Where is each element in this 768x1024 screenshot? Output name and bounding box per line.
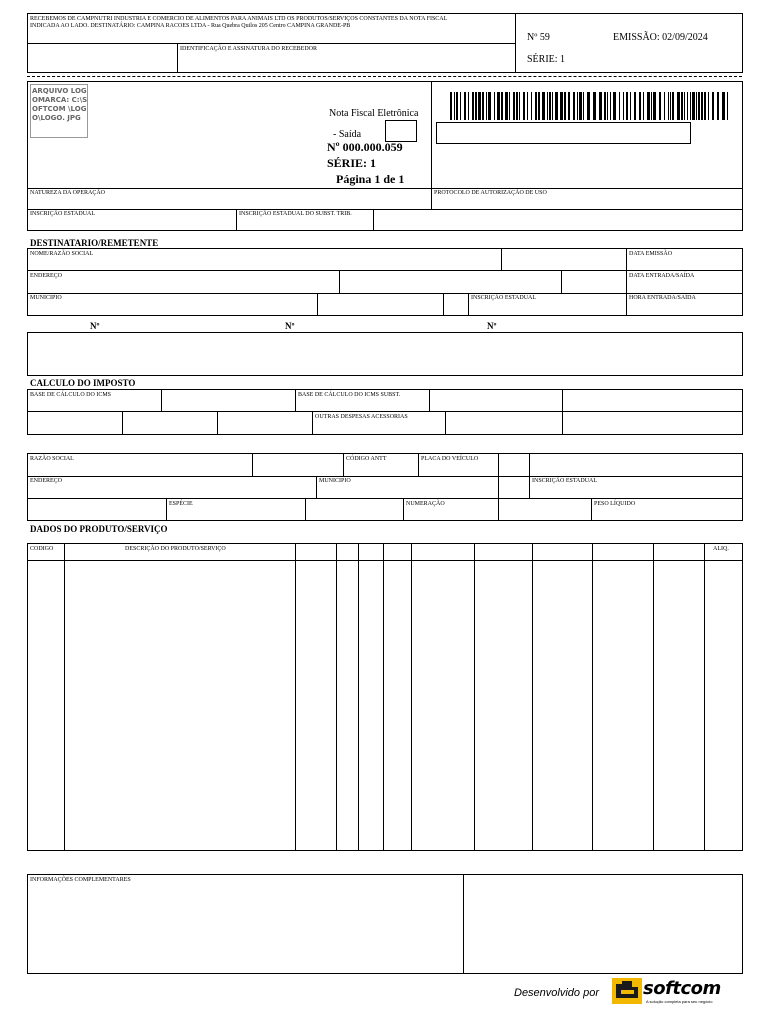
col-codigo: CODIGO	[30, 546, 54, 552]
transp-ie-label: INSCRIÇÃO ESTADUAL	[532, 478, 598, 484]
info-title: INFORMAÇÕES COMPLEMENTARES	[30, 877, 131, 883]
dest-ie-label: INSCRIÇÃO ESTADUAL	[471, 295, 537, 301]
fatura-n3: Nº	[487, 321, 497, 331]
direction-label: - Saída	[333, 129, 362, 140]
transp-numeracao-label: NUMERAÇÃO	[406, 501, 445, 507]
data-entrada-label: DATA ENTRADA/SAÍDA	[629, 273, 695, 279]
municipio-label: MUNICIPIO	[30, 295, 62, 301]
transp-antt-label: CÓDIGO ANTT	[346, 456, 387, 462]
produtos-table	[27, 543, 743, 851]
outras-label: OUTRAS DESPESAS ACESSORIAS	[315, 414, 408, 420]
ie-label: INSCRIÇÃO ESTADUAL	[30, 211, 96, 217]
transp-razao-label: RAZÃO SOCIAL	[30, 456, 74, 462]
destinatario-box	[27, 248, 743, 316]
transp-endereco-label: ENDEREÇO	[30, 478, 62, 484]
natureza-row	[27, 188, 743, 210]
ie-st-label: INSCRIÇÃO ESTADUAL DO SUBST. TRIB.	[239, 211, 352, 217]
transporte-box	[27, 453, 743, 521]
nf-number: Nº 000.000.059	[327, 140, 403, 154]
doc-title: Nota Fiscal Eletrônica	[329, 108, 419, 119]
fatura-n2: Nº	[285, 321, 295, 331]
col-aliq: ALIQ.	[713, 546, 729, 552]
hora-label: HORA ENTRADA/SAÍDA	[629, 295, 696, 301]
base-icms-label: BASE DE CÁLCULO DO ICMS	[30, 392, 112, 398]
receipt-text: RECEBEMOS DE CAMPNUTRI INDUSTRIA E COMERCIO DE ALIMENTOS PARA ANIMAIS LTD OS PRODUTOS/SERVIÇOS CONSTANTES DA NOTA FISCAL	[30, 16, 448, 22]
logo-text: ARQUIVO LOGOMARCA: C:\SOFTCOM \LOGO\LOGO. JPG	[32, 87, 88, 122]
destinatario-title: DESTINATARIO/REMETENTE	[30, 238, 159, 248]
brand-name: softcom	[643, 978, 721, 999]
receipt-emission: EMISSÃO: 02/09/2024	[613, 32, 708, 43]
fatura-n1: Nº	[90, 321, 100, 331]
cut-line	[27, 76, 742, 77]
developed-by: Desenvolvido por	[514, 987, 599, 999]
fatura-box	[27, 332, 743, 376]
direction-box	[385, 120, 417, 142]
transp-placa-label: PLACA DO VEÍCULO	[421, 456, 479, 462]
nf-series: SÉRIE: 1	[327, 156, 377, 170]
receipt-series: SÉRIE: 1	[527, 54, 566, 65]
softcom-logo-icon	[612, 978, 642, 1004]
natureza-label: NATUREZA DA OPERAÇÃO	[30, 190, 106, 196]
signature-label: IDENTIFICAÇÃO E ASSINATURA DO RECEBEDOR	[180, 46, 318, 52]
base-st-label: BASE DE CÁLCULO DO ICMS SUBST.	[298, 392, 401, 398]
receipt-text-2: INDICADA AO LADO. DESTINATÁRIO: CAMPINA RACOES LTDA - Rua Quebra Quilos 205 Centro CAMPINA GRANDE-PB	[30, 23, 351, 29]
info-box	[27, 874, 743, 974]
produtos-title: DADOS DO PRODUTO/SERVIÇO	[30, 524, 168, 534]
endereco-label: ENDEREÇO	[30, 273, 62, 279]
access-key-box	[436, 122, 691, 144]
page-indicator: Página 1 de 1	[336, 172, 405, 186]
data-emissao-label: DATA EMISSÃO	[629, 251, 673, 257]
barcode	[450, 92, 732, 120]
transp-especie-label: ESPÉCIE	[169, 501, 193, 507]
transp-peso-label: PESO LÍQUIDO	[594, 501, 636, 507]
ie-row	[27, 209, 743, 231]
nome-label: NOME/RAZÃO SOCIAL	[30, 251, 94, 257]
col-descricao: DESCRIÇÃO DO PRODUTO/SERVIÇO	[125, 546, 226, 552]
transp-municipio-label: MUNICIPIO	[319, 478, 351, 484]
protocolo-label: PROTOCOLO DE AUTORIZAÇÃO DE USO	[434, 190, 547, 196]
imposto-title: CALCULO DO IMPOSTO	[30, 378, 136, 388]
brand-tagline: A solução completa para seu negócio	[646, 999, 713, 1004]
receipt-number: Nº 59	[527, 32, 550, 43]
